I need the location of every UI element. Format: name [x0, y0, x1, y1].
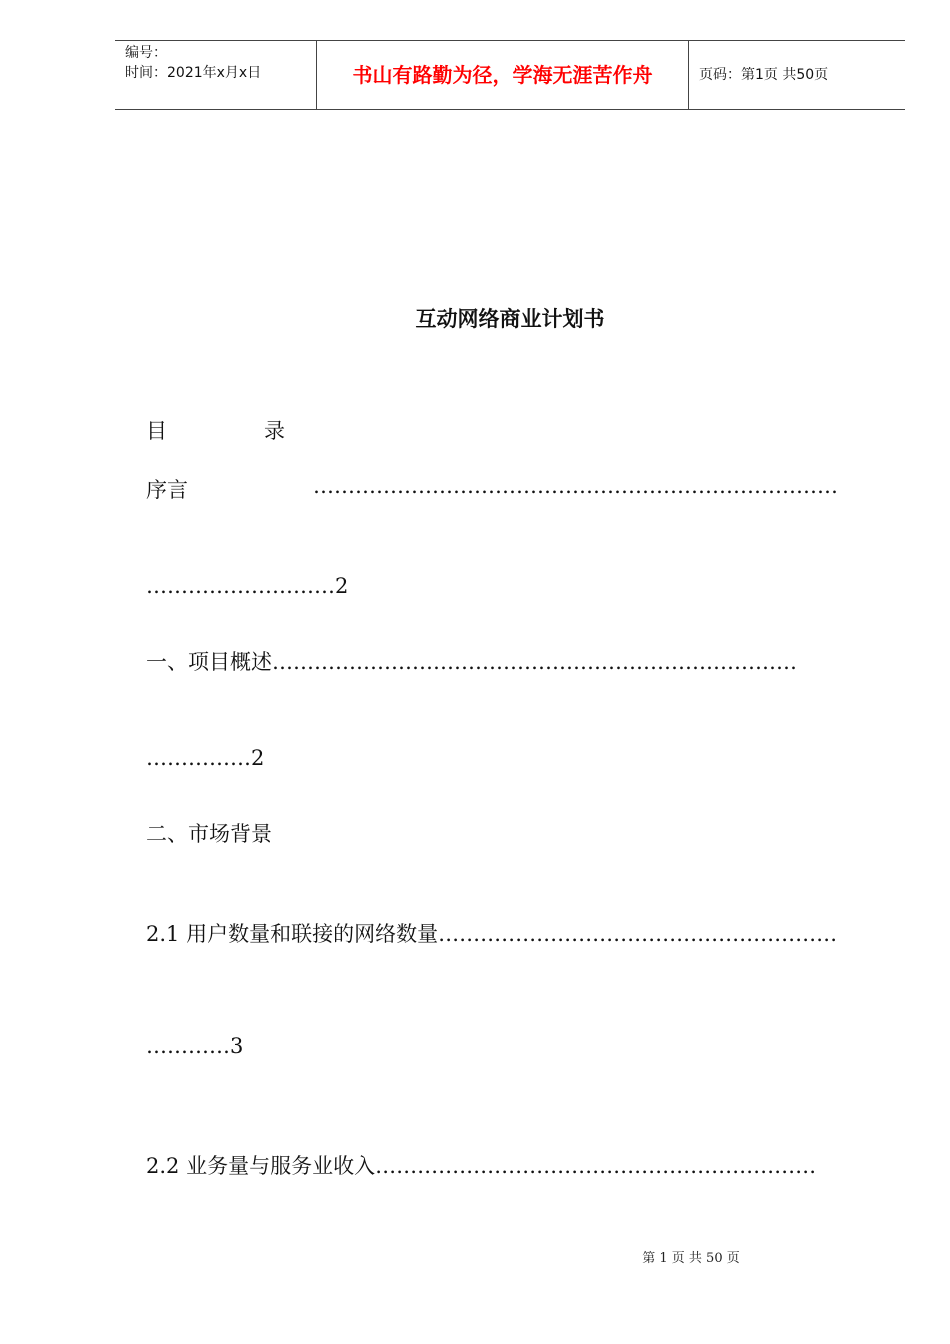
- toc-heading-right: 录: [264, 419, 285, 443]
- toc-heading-left: 目: [146, 419, 167, 443]
- toc-entry-continuation: ………………………2: [146, 574, 349, 598]
- toc-heading: [146, 415, 285, 445]
- toc-entry-dots: …………………………………………………………………: [272, 650, 797, 674]
- header-motto: 书山有路勤为径，学海无涯苦作舟: [316, 41, 689, 109]
- document-title: 互动网络商业计划书: [415, 307, 605, 331]
- toc-entry-label: 一、项目概述: [146, 650, 272, 674]
- header-page-info: 页码：第1页 共50页: [699, 67, 829, 83]
- toc-entry-label: 2.1 用户数量和联接的网络数量: [146, 922, 439, 946]
- toc-entry-dots: …………………………………………………: [438, 922, 838, 946]
- header-meta: [115, 41, 316, 109]
- toc-entry-2-1: [146, 918, 837, 948]
- toc-entry-market: [146, 818, 272, 848]
- time-label: 时间：2021年x月x日: [125, 65, 262, 81]
- toc-entry-2-2: [146, 1150, 816, 1180]
- number-label: 编号：: [125, 45, 167, 61]
- document-header: [115, 40, 905, 110]
- toc-page-number: 2: [251, 746, 265, 770]
- toc-entry-dots: …………………………………………………………………: [313, 474, 838, 498]
- page-footer: 第 1 页 共 50 页: [642, 1251, 740, 1266]
- toc-entry-label: 二、市场背景: [146, 822, 272, 846]
- toc-entry-continuation: ……………2: [146, 746, 265, 770]
- toc-entry-label: 序言: [146, 478, 188, 502]
- toc-page-number: 3: [230, 1034, 244, 1058]
- toc-entry-overview: [146, 646, 797, 676]
- toc-entry-label: 2.2 业务量与服务业收入: [146, 1154, 376, 1178]
- toc-entry-dots: ………………………………………………………: [375, 1154, 817, 1178]
- toc-entry-preface: [146, 474, 188, 504]
- toc-page-number: 2: [335, 574, 349, 598]
- toc-entry-continuation: …………3: [146, 1034, 244, 1058]
